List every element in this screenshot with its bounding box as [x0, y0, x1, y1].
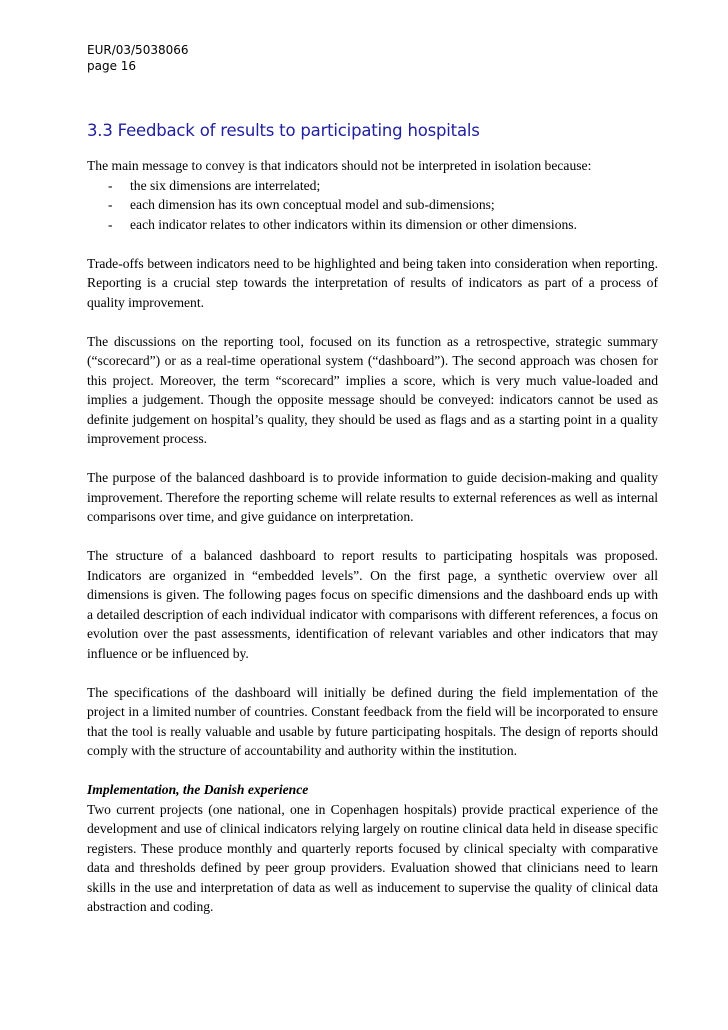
list-item [87, 195, 658, 215]
paragraph-tradeoffs: Trade-offs between indicators need to be highlighted and being taken into consideration when reporting. Reporting is a crucial step towards the interpretation of results of indicators as part of a process of quality improvement. [87, 255, 658, 310]
bullet-list [87, 176, 658, 235]
list-item-text: the six dimensions are interrelated; [130, 177, 321, 193]
bullet-dash: - [108, 177, 113, 193]
paragraph-dashboard-structure: The structure of a balanced dashboard to report results to participating hospitals was proposed. Indicators are organized in “embedded levels”. On the first page, a synthetic overview over all dimensions is given. The following pages focus on specific dimensions and the dashboard ends up with a detailed description of each individual indicator with comparisons with different references, a focus on evolution over the past assessments, identification of relevant variables and other indicators that may influence or be influenced by. [87, 548, 658, 661]
paragraph-dashboard-purpose: The purpose of the balanced dashboard is to provide information to guide decision-making and quality improvement. Therefore the reporting scheme will relate results to external references as well as internal comparisons over time, and give guidance on interpretation. [87, 470, 658, 524]
implementation-subheading: Implementation, the Danish experience [87, 782, 309, 797]
list-item [87, 176, 658, 196]
intro-paragraph: The main message to convey is that indicators should not be interpreted in isolation because: [87, 158, 592, 173]
page-number: page 16 [87, 59, 137, 73]
list-item-text: each indicator relates to other indicators within its dimension or other dimensions. [130, 216, 577, 232]
paragraph-specifications: The specifications of the dashboard will initially be defined during the field implementation of the project in a limited number of countries. Constant feedback from the field will be incorporated to ensure that the tool is really valuable and usable by future participating hospitals. The design of reports should comply with the structure of accountability and authority within the institution. [87, 684, 658, 758]
list-item [87, 215, 658, 235]
bullet-dash: - [108, 216, 113, 232]
implementation-block [87, 780, 658, 917]
body-text [87, 156, 658, 936]
document-id: EUR/03/5038066 [87, 43, 189, 57]
list-item-text: each dimension has its own conceptual model and sub-dimensions; [130, 197, 495, 212]
page-header [87, 42, 189, 74]
bullet-dash: - [108, 197, 113, 212]
implementation-text: Two current projects (one national, one in Copenhagen hospitals) provide practical experience of the development and use of clinical indicators relying largely on routine clinical data held in disease specific registers. These produce monthly and quarterly reports focused by clinical specialty with comparative data and thresholds defined by peer group providers. Evaluation showed that clinicians need to learn skills in the use and interpretation of data as well as inducement to supervise the quality of clinical data abstraction and coding. [87, 801, 658, 914]
paragraph-reporting-tool: The discussions on the reporting tool, focused on its function as a retrospective, strategic summary (“scorecard”) or as a real-time operational system (“dashboard”). The second approach was chosen for this project. Moreover, the term “scorecard” implies a score, which is very much value-loaded and implies a judgement. Though the opposite message should be conveyed: indicators cannot be used as definite judgement on hospital’s quality, they should be used as flags and as a starting point in a quality improvement process. [87, 333, 658, 446]
section-heading: 3.3 Feedback of results to participating hospitals [87, 121, 480, 140]
